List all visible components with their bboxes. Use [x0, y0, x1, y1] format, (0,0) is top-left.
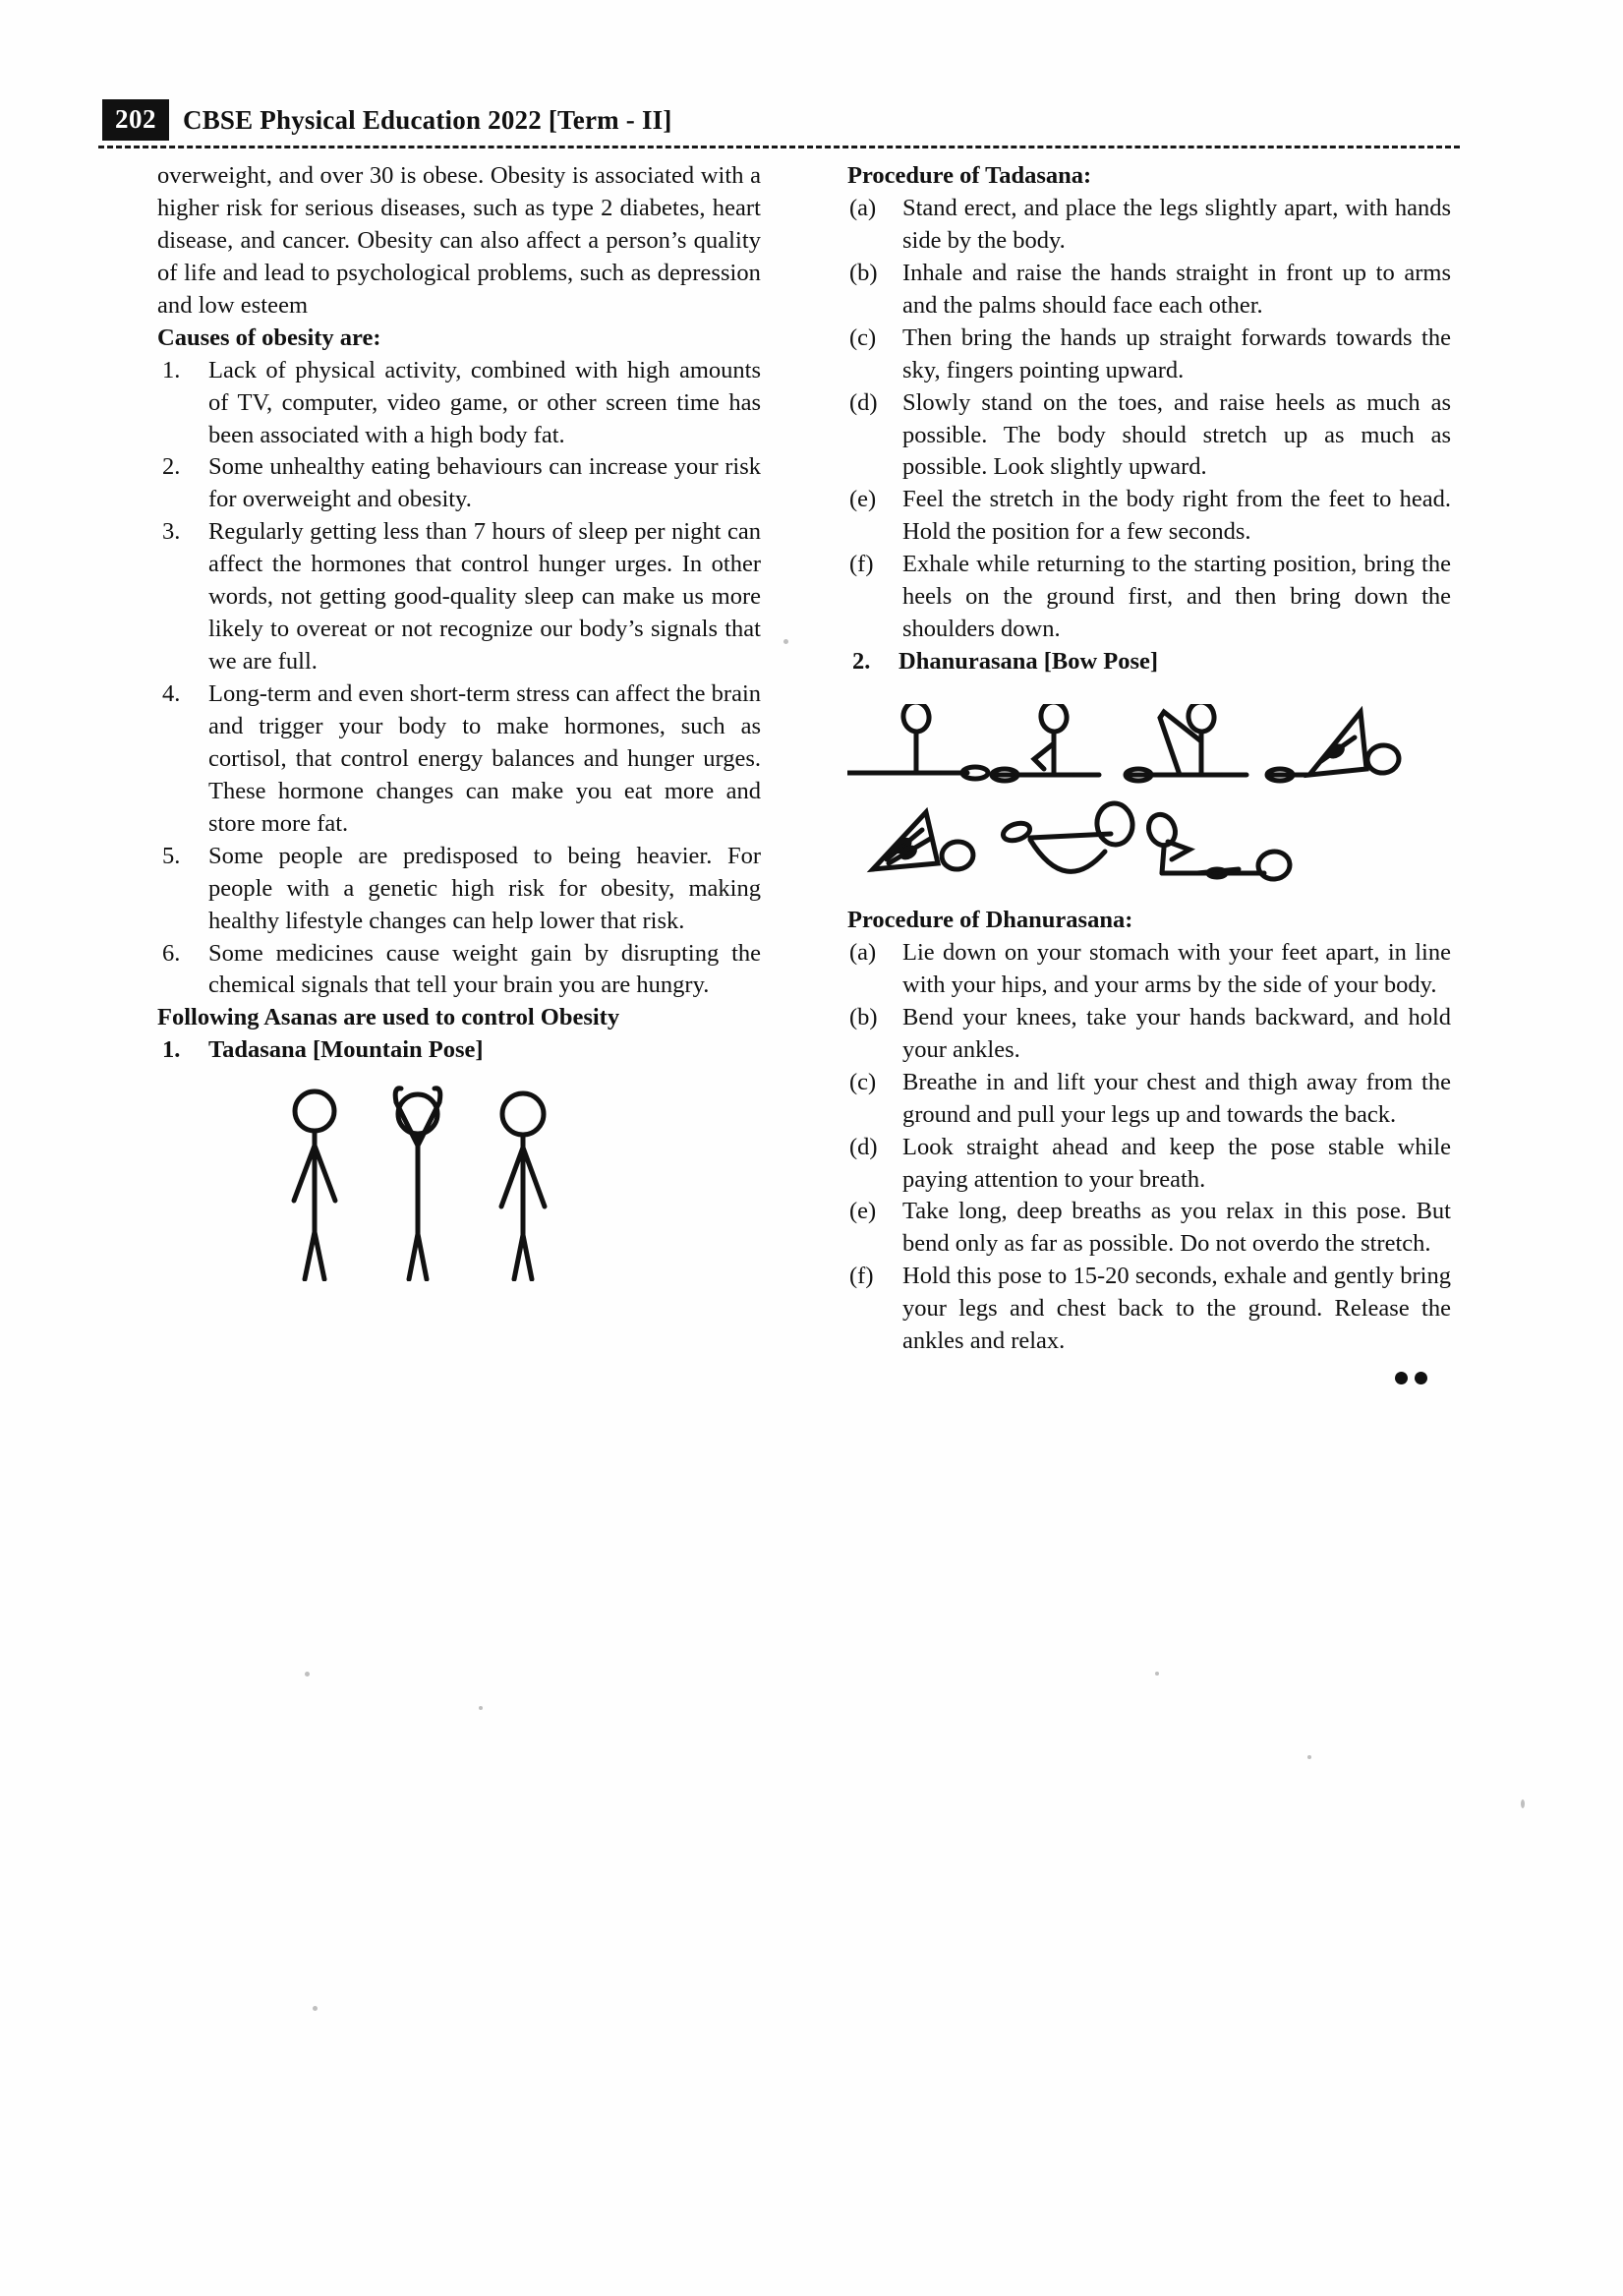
left-column — [157, 160, 761, 1281]
scan-speckle — [1155, 1672, 1159, 1676]
list-marker: 3. — [162, 518, 181, 546]
list-text: Then bring the hands up straight forwards towards the sky, fingers pointing upward. — [902, 324, 1451, 383]
dhanurasana-steps-list — [847, 937, 1451, 1358]
list-text: Feel the stretch in the body right from the feet to head. Hold the position for a few seconds. — [902, 486, 1451, 546]
header-dashed-divider — [98, 146, 1460, 148]
list-text: Some medicines cause weight gain by disrupting the chemical signals that tell your brain you are hungry. — [208, 939, 761, 999]
list-marker: (d) — [849, 1133, 878, 1160]
list-item — [157, 355, 761, 452]
list-marker: (c) — [849, 324, 877, 351]
causes-heading: Causes of obesity are: — [157, 324, 381, 351]
dhanurasana-procedure-heading: Procedure of Dhanurasana: — [847, 907, 1133, 933]
list-text: Exhale while returning to the starting position, bring the heels on the ground first, and then bring down the shoulders down. — [902, 551, 1451, 643]
list-marker: (c) — [849, 1068, 877, 1095]
list-marker: 5. — [162, 842, 181, 869]
right-column — [847, 160, 1451, 1384]
list-item — [847, 484, 1451, 549]
dhanurasana-figure-row-1 — [847, 704, 1451, 795]
list-item — [157, 516, 761, 678]
list-marker: (e) — [849, 1198, 877, 1225]
list-text: Lie down on your stomach with your feet apart, in line with your hips, and your arms by the side of your body. — [902, 938, 1451, 998]
list-text: Some unhealthy eating behaviours can increase your risk for overweight and obesity. — [208, 453, 761, 513]
list-text: Breathe in and lift your chest and thigh away from the ground and pull your legs up and towards the back. — [902, 1068, 1451, 1128]
list-marker: (d) — [849, 388, 878, 416]
list-marker: (f) — [849, 551, 874, 578]
asana-marker: 1. — [162, 1036, 181, 1064]
list-text: Take long, deep breaths as you relax in this pose. But bend only as far as possible. Do not overdo the stretch. — [902, 1198, 1451, 1258]
dhanurasana-figure-row-2 — [847, 798, 1451, 889]
asana-label: Tadasana [Mountain Pose] — [208, 1036, 484, 1064]
scan-speckle — [313, 2006, 318, 2011]
asanas-heading: Following Asanas are used to control Obesity — [157, 1004, 620, 1031]
page-header — [102, 98, 672, 142]
list-item — [847, 549, 1451, 646]
list-marker: 2. — [162, 453, 181, 481]
scan-speckle — [783, 639, 788, 644]
list-item — [847, 193, 1451, 258]
causes-list — [157, 355, 761, 1003]
scan-speckle — [305, 1672, 310, 1677]
scan-speckle — [1307, 1755, 1311, 1759]
list-text: Some people are predisposed to being heavier. For people with a genetic high risk for obesity, making healthy lifestyle changes can help lower that risk. — [208, 842, 761, 934]
end-dot-icon — [1395, 1372, 1408, 1384]
list-marker: (a) — [849, 194, 877, 221]
list-text: Bend your knees, take your hands backward, and hold your ankles. — [902, 1003, 1451, 1063]
list-text: Lack of physical activity, combined with high amounts of TV, computer, video game, or other screen time has been associated with a high body fat. — [208, 356, 761, 448]
list-item — [157, 678, 761, 841]
asana-item-tadasana — [157, 1034, 761, 1067]
tadasana-stick-figures-svg — [157, 1085, 761, 1281]
list-marker: (b) — [849, 259, 878, 286]
intro-paragraph: overweight, and over 30 is obese. Obesity is associated with a higher risk for serious diseases, such as type 2 diabetes, heart disease, and cancer. Obesity can also affect a person’s quality of life and lead to psychological problems, such as depression and low esteem — [157, 162, 761, 319]
list-marker: (a) — [849, 938, 877, 966]
list-item — [847, 323, 1451, 387]
asana-marker: 2. — [852, 648, 871, 676]
dhanurasana-stick-figures-svg-row2 — [847, 798, 1451, 889]
tadasana-figure — [157, 1085, 761, 1281]
list-text: Regularly getting less than 7 hours of sleep per night can affect the hormones that control hunger urges. In other words, not getting good-quality sleep can make us more likely to overeat or not recognize our body’s signals that we are full. — [208, 518, 761, 676]
list-marker: 1. — [162, 356, 181, 383]
list-text: Inhale and raise the hands straight in front up to arms and the palms should face each other. — [902, 259, 1451, 319]
list-marker: (b) — [849, 1003, 878, 1030]
list-text: Stand erect, and place the legs slightly apart, with hands side by the body. — [902, 194, 1451, 254]
list-item — [847, 387, 1451, 485]
list-text: Long-term and even short-term stress can affect the brain and trigger your body to make hormones, such as cortisol, that control energy balances and hunger urges. These hormone changes can make you eat more and store more fat. — [208, 680, 761, 837]
list-text: Look straight ahead and keep the pose stable while paying attention to your breath. — [902, 1133, 1451, 1193]
asana-label: Dhanurasana [Bow Pose] — [898, 648, 1159, 676]
list-item — [847, 1196, 1451, 1261]
end-dot-icon — [1415, 1372, 1427, 1384]
scan-speckle — [479, 1706, 483, 1710]
tadasana-procedure-heading: Procedure of Tadasana: — [847, 162, 1092, 189]
list-marker: (e) — [849, 486, 877, 513]
list-item — [157, 938, 761, 1003]
list-item — [847, 1261, 1451, 1358]
asana-item-dhanurasana — [847, 646, 1451, 678]
scan-speckle — [1521, 1799, 1525, 1808]
list-item — [847, 1132, 1451, 1197]
list-item — [847, 937, 1451, 1002]
page-number-badge: 202 — [102, 99, 169, 141]
tadasana-steps-list — [847, 193, 1451, 646]
list-item — [847, 258, 1451, 323]
list-text: Slowly stand on the toes, and raise heels as much as possible. The body should stretch up as much as possible. Look slightly upward. — [902, 388, 1451, 481]
list-item — [847, 1002, 1451, 1067]
list-marker: (f) — [849, 1263, 874, 1290]
list-marker: 4. — [162, 680, 181, 707]
dhanurasana-stick-figures-svg-row1 — [847, 704, 1451, 795]
list-marker: 6. — [162, 939, 181, 967]
list-item — [157, 451, 761, 516]
list-item — [157, 841, 761, 938]
page-title: CBSE Physical Education 2022 [Term - II] — [183, 104, 672, 135]
end-of-section-marker — [824, 1372, 1427, 1384]
list-item — [847, 1067, 1451, 1132]
list-text: Hold this pose to 15-20 seconds, exhale and gently bring your legs and chest back to the ground. Release the ankles and relax. — [902, 1263, 1451, 1355]
